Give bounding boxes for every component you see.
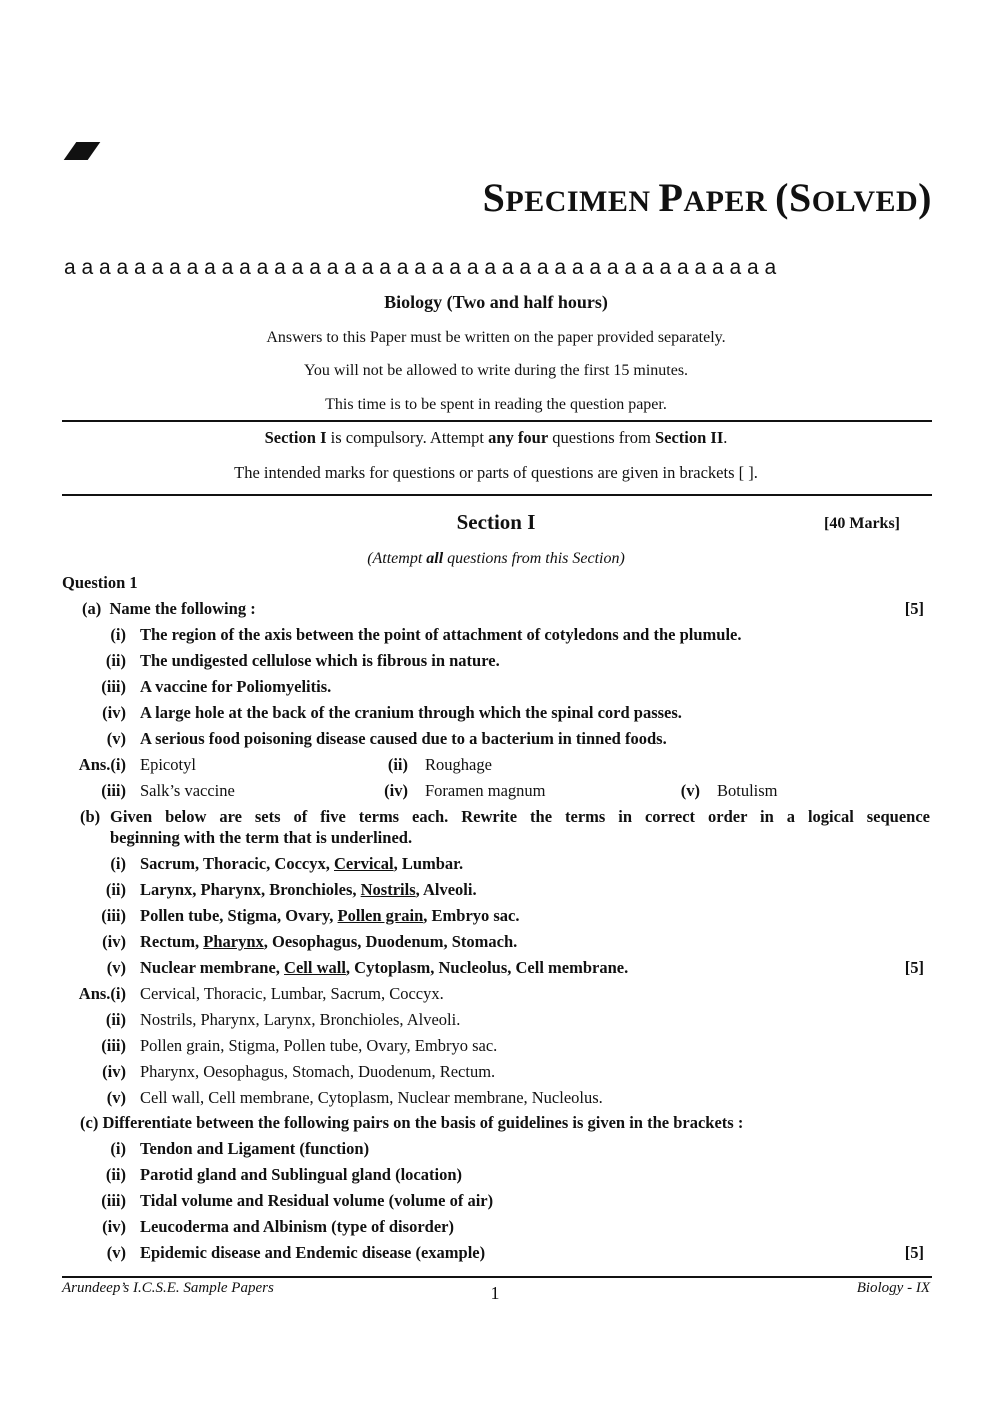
- question-item: Rectum, Pharynx, Oesophagus, Duodenum, Stomach.: [140, 932, 518, 951]
- answer-value: Cervical, Thoracic, Lumbar, Sacrum, Coccyx.: [140, 984, 444, 1003]
- part-c-marks: [5]: [904, 1243, 924, 1262]
- footer-publisher: Arundeep’s I.C.S.E. Sample Papers: [62, 1280, 274, 1296]
- question-item: Sacrum, Thoracic, Coccyx, Cervical, Lumbar.: [140, 854, 464, 873]
- part-a-prompt: (a) Name the following :: [82, 599, 256, 618]
- item-number: (ii): [105, 1010, 126, 1029]
- item-number: (iv): [102, 1217, 126, 1236]
- answer-value: Foramen magnum: [425, 781, 546, 800]
- question-item: The undigested cellulose which is fibrous in nature.: [140, 651, 500, 670]
- instruction-3: This time is to be spent in reading the question paper.: [325, 396, 667, 413]
- item-number: (iii): [101, 1036, 126, 1055]
- item-number: (iii): [101, 1191, 126, 1210]
- instruction-1: Answers to this Paper must be written on the paper provided separately.: [266, 329, 726, 346]
- answer-label: Ans.(i): [78, 984, 126, 1003]
- question-item: A large hole at the back of the cranium through which the spinal cord passes.: [140, 703, 682, 722]
- question-item: Pollen tube, Stigma, Ovary, Pollen grain, Embryo sac.: [140, 906, 520, 925]
- marks-rule: The intended marks for questions or parts of questions are given in brackets [ ].: [234, 463, 758, 482]
- question-item: Epidemic disease and Endemic disease (example): [140, 1243, 486, 1262]
- section-rule: Section I is compulsory. Attempt any four questions from Section II.: [264, 428, 728, 447]
- answer-value: Pollen grain, Stigma, Pollen tube, Ovary, Embryo sac.: [140, 1036, 498, 1055]
- item-number: (iii): [101, 906, 126, 925]
- page-title: SPECIMEN PAPER (SOLVED): [482, 175, 932, 220]
- item-number: (ii): [105, 880, 126, 899]
- item-number: (iv): [102, 703, 126, 722]
- decorative-dot-row: a a a a a a a a a a a a a a a a a a a a a a a a a a a a a a a a a a a a a a a a a: [64, 256, 777, 279]
- answer-value: Pharynx, Oesophagus, Stomach, Duodenum, Rectum.: [140, 1062, 496, 1081]
- item-number: (iii): [101, 781, 126, 800]
- question-item: Larynx, Pharynx, Bronchioles, Nostrils, Alveoli.: [140, 880, 477, 899]
- answer-value: Salk’s vaccine: [140, 781, 235, 800]
- question-label: Question 1: [62, 573, 138, 592]
- question-item: A serious food poisoning disease caused due to a bacterium in tinned foods.: [140, 729, 667, 748]
- part-b-prompt-cont: beginning with the term that is underlined.: [110, 828, 413, 847]
- page-number: 1: [490, 1283, 500, 1303]
- footer-divider: [62, 1276, 932, 1278]
- answer-value: Epicotyl: [140, 755, 196, 774]
- part-b-number: (b): [80, 807, 101, 826]
- part-c-prompt: (c) Differentiate between the following pairs on the basis of guidelines is given in the brackets :: [80, 1113, 744, 1132]
- divider-top: [62, 420, 932, 422]
- answer-value: Botulism: [717, 781, 778, 800]
- item-number: (v): [106, 958, 126, 977]
- section-title: Section I: [456, 510, 536, 534]
- item-number: (ii): [105, 651, 126, 670]
- section-attempt-note: (Attempt all questions from this Section): [367, 550, 625, 567]
- item-number: (iv): [102, 1062, 126, 1081]
- question-item: The region of the axis between the point of attachment of cotyledons and the plumule.: [140, 625, 742, 644]
- item-number: (v): [680, 781, 700, 800]
- answer-label: Ans.(i): [78, 755, 126, 774]
- item-number: (i): [110, 1139, 126, 1158]
- item-number: (v): [106, 1088, 126, 1107]
- question-item: Tendon and Ligament (function): [140, 1139, 370, 1158]
- exam-subject: Biology (Two and half hours): [384, 292, 608, 312]
- footer-subject: Biology - IX: [856, 1280, 930, 1296]
- divider-bottom: [62, 494, 932, 496]
- part-b-prompt: Given below are sets of five terms each. Rewrite the terms in correct order in a logical sequence: [110, 807, 930, 826]
- question-item: A vaccine for Poliomyelitis.: [140, 677, 332, 696]
- question-item: Parotid gland and Sublingual gland (location): [140, 1165, 462, 1184]
- part-a-marks: [5]: [904, 599, 924, 618]
- item-number: (i): [110, 625, 126, 644]
- answer-value: Cell wall, Cell membrane, Cytoplasm, Nuclear membrane, Nucleolus.: [140, 1088, 603, 1107]
- item-number: (ii): [387, 755, 408, 774]
- answer-value: Roughage: [425, 755, 492, 774]
- item-number: (v): [106, 1243, 126, 1262]
- item-number: (iv): [102, 932, 126, 951]
- question-item: Nuclear membrane, Cell wall, Cytoplasm, Nucleolus, Cell membrane.: [140, 958, 629, 977]
- question-item: Tidal volume and Residual volume (volume of air): [140, 1191, 494, 1210]
- section-marks: [40 Marks]: [824, 515, 900, 532]
- publisher-logo-mark: [64, 142, 101, 160]
- question-item: Leucoderma and Albinism (type of disorder): [140, 1217, 454, 1236]
- item-number: (ii): [105, 1165, 126, 1184]
- item-number: (i): [110, 854, 126, 873]
- instruction-2: You will not be allowed to write during the first 15 minutes.: [303, 362, 689, 379]
- item-number: (iii): [101, 677, 126, 696]
- item-number: (iv): [384, 781, 408, 800]
- answer-value: Nostrils, Pharynx, Larynx, Bronchioles, Alveoli.: [140, 1010, 461, 1029]
- part-b-marks: [5]: [904, 958, 924, 977]
- item-number: (v): [106, 729, 126, 748]
